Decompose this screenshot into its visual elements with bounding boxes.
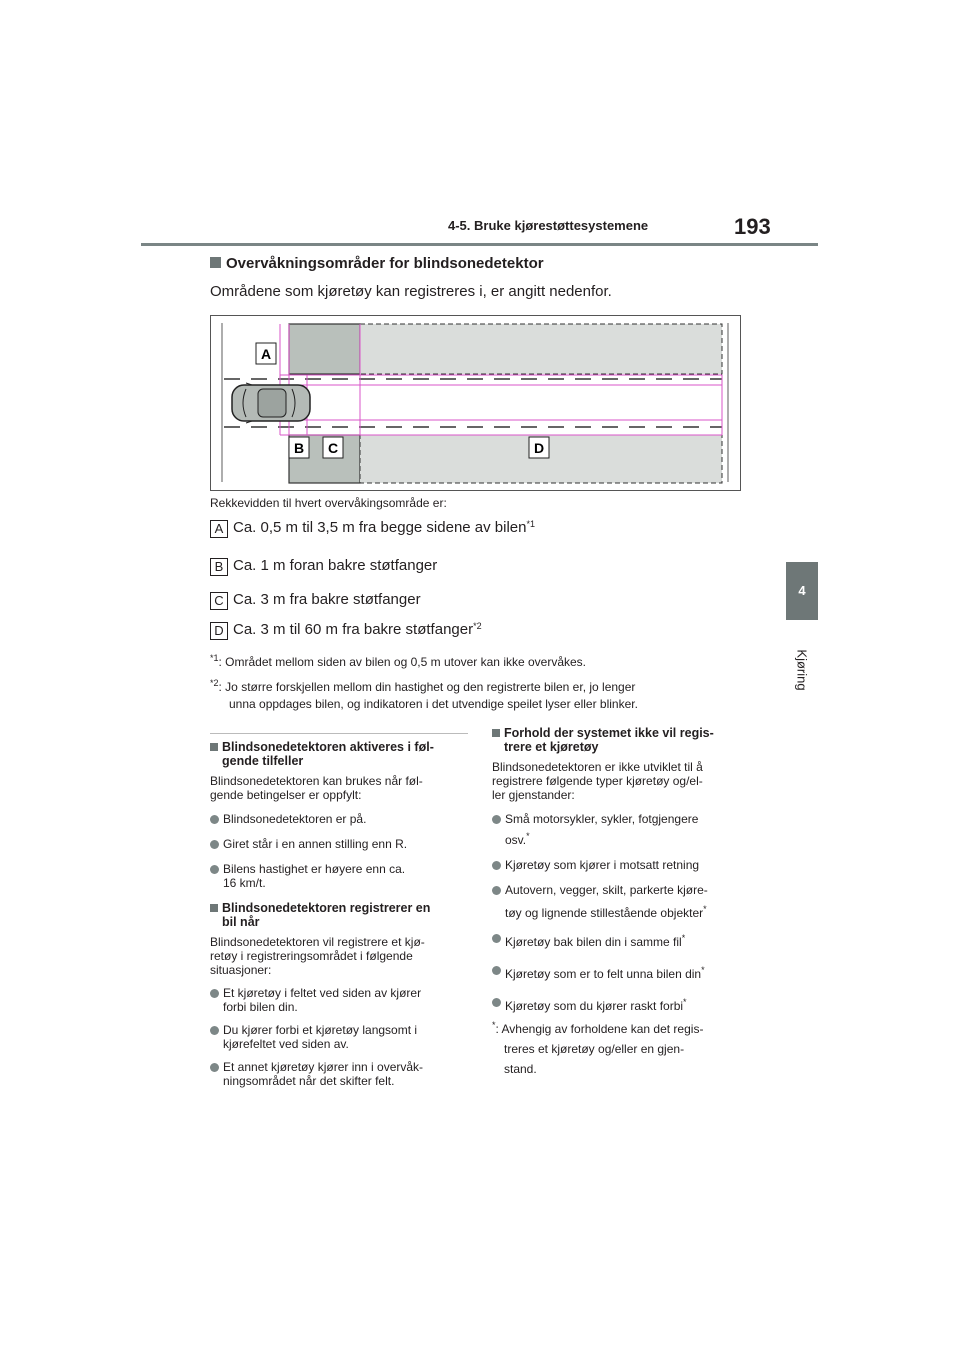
footnote-2-cont: unna oppdages bilen, og indikatoren i det utvendige speilet lyser eller blinker. xyxy=(229,697,638,711)
square-bullet-icon xyxy=(210,904,218,912)
column-rule xyxy=(210,733,468,734)
right-footnote-cont-2: stand. xyxy=(504,1062,537,1076)
range-item-b: B Ca. 1 m foran bakre støtfanger xyxy=(210,557,437,576)
chapter-tab[interactable]: 4 xyxy=(786,562,818,620)
footnote-1: $^{*1}$: Området mellom siden av bilen og 0,5 m utover kan ikke overvåkes. xyxy=(210,653,587,669)
left-paragraph-2: Blindsonedetektoren vil registrere et kjø- retøy i registreringsområdet i følgende situasjoner: xyxy=(210,935,425,977)
label-d: D xyxy=(533,440,545,456)
range-intro: Rekkevidden til hvert overvåkingsområde er: xyxy=(210,496,447,510)
list-item: Autovern, vegger, skilt, parkerte kjøre- tøy og lignende stillestående objekter* xyxy=(492,883,757,920)
list-item: Små motorsykler, sykler, fotgjengere osv.* xyxy=(492,812,757,847)
page-number: 193 xyxy=(734,214,771,239)
left-subheading-2: Blindsonedetektoren registrerer en bil når xyxy=(210,901,472,929)
range-item-a: A Ca. 0,5 m til 3,5 m fra begge sidene av bilen $^{*1}$ xyxy=(210,519,535,538)
footnote-2: $^{*2}$: Jo større forskjellen mellom din hastighet og den registrerte bilen er, jo lenger xyxy=(210,678,636,694)
list-item: Du kjører forbi et kjøretøy langsomt i kjørefeltet ved siden av. xyxy=(210,1023,472,1051)
bullet-dot-icon xyxy=(492,934,501,943)
right-footnote-cont-1: treres et kjøretøy og/eller en gjen- xyxy=(504,1042,685,1056)
list-item: Kjøretøy som er to felt unna bilen din* xyxy=(492,963,757,981)
label-a: A xyxy=(260,346,272,362)
zone-a-upper xyxy=(289,324,360,374)
list-item: Kjøretøy som kjører i motsatt retning xyxy=(492,858,757,872)
list-item: Kjøretøy som du kjører raskt forbi* xyxy=(492,995,757,1013)
left-paragraph-1: Blindsonedetektoren kan brukes når føl- gende betingelser er oppfylt: xyxy=(210,774,423,802)
bullet-dot-icon xyxy=(210,1026,219,1035)
label-c: C xyxy=(327,440,339,456)
right-column xyxy=(492,726,757,1076)
bullet-dot-icon xyxy=(210,1063,219,1072)
monitoring-area-diagram xyxy=(210,315,741,492)
square-bullet-icon xyxy=(210,257,221,268)
left-subheading-1: Blindsonedetektoren aktiveres i føl- gende tilfeller xyxy=(210,740,472,768)
zone-d-upper xyxy=(360,324,722,374)
list-item: Et kjøretøy i feltet ved siden av kjører forbi bilen din. xyxy=(210,986,472,1014)
car-icon xyxy=(232,383,310,423)
range-item-d: D Ca. 3 m til 60 m fra bakre støtfanger $^{*2}$ xyxy=(210,621,482,640)
range-item-c: C Ca. 3 m fra bakre støtfanger xyxy=(210,591,421,610)
list-item: Et annet kjøretøy kjører inn i overvåk- ningsområdet når det skifter felt. xyxy=(210,1060,472,1088)
intro-text: Områdene som kjøretøy kan registreres i, er angitt nedenfor. xyxy=(210,283,612,300)
bullet-dot-icon xyxy=(492,998,501,1007)
bullet-dot-icon xyxy=(210,989,219,998)
right-paragraph: Blindsonedetektoren er ikke utviklet til å registrere følgende typer kjøretøy og/el- ler gjenstander: xyxy=(492,760,703,802)
bullet-dot-icon xyxy=(210,865,219,874)
bullet-dot-icon xyxy=(210,815,219,824)
square-bullet-icon xyxy=(492,729,500,737)
list-item: Giret står i en annen stilling enn R. xyxy=(210,837,472,851)
section-title: 4-5. Bruke kjørestøttesystemene xyxy=(448,218,649,233)
list-item: Kjøretøy bak bilen din i samme fil* xyxy=(492,931,757,949)
label-b: B xyxy=(293,440,305,456)
list-item: Bilens hastighet er høyere enn ca. 16 km/t. xyxy=(210,862,472,890)
bullet-dot-icon xyxy=(492,861,501,870)
left-column xyxy=(210,740,472,1088)
list-item: Blindsonedetektoren er på. xyxy=(210,812,472,826)
bullet-dot-icon xyxy=(492,966,501,975)
bullet-dot-icon xyxy=(492,815,501,824)
right-subheading: Forhold der systemet ikke vil regis- trere et kjøretøy xyxy=(492,726,757,754)
chapter-label: Kjøring xyxy=(794,649,810,691)
square-bullet-icon xyxy=(210,743,218,751)
header-rule xyxy=(141,243,818,246)
main-heading: Overvåkningsområder for blindsonedetektor xyxy=(210,255,544,272)
right-footnote: *: Avhengig av forholdene kan det regis- xyxy=(492,1020,704,1036)
bullet-dot-icon xyxy=(210,840,219,849)
bullet-dot-icon xyxy=(492,886,501,895)
